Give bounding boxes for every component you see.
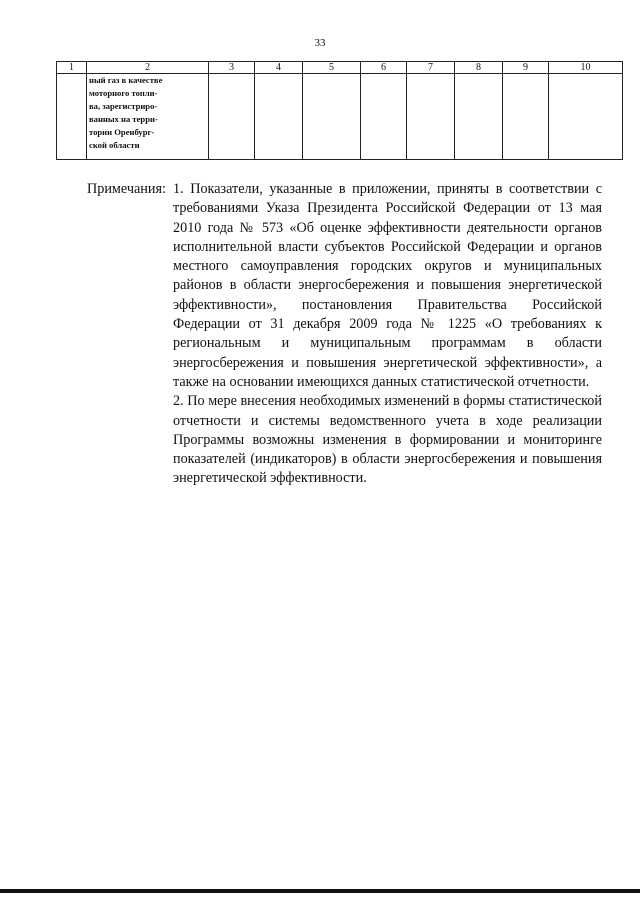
column-header: 6 <box>361 62 407 74</box>
indicator-table <box>56 61 623 160</box>
notes-label: Примечания: <box>87 181 166 197</box>
column-header: 4 <box>255 62 303 74</box>
column-header: 2 <box>87 62 209 74</box>
cell-line: ской области <box>89 140 140 150</box>
cell-line: ва, зарегистриро- <box>89 101 158 111</box>
table-cell <box>549 74 623 160</box>
notes-section <box>87 180 602 489</box>
table-header-row <box>57 62 623 74</box>
page-number: 33 <box>314 37 326 49</box>
table-cell <box>57 74 87 160</box>
column-header: 3 <box>209 62 255 74</box>
column-header: 10 <box>549 62 623 74</box>
cell-line: тории Оренбург- <box>89 127 155 137</box>
table-cell-indicator-name <box>87 74 209 160</box>
table-cell <box>503 74 549 160</box>
column-header: 8 <box>455 62 503 74</box>
column-header: 9 <box>503 62 549 74</box>
cell-line: моторного топли- <box>89 88 158 98</box>
table-cell <box>407 74 455 160</box>
footer-divider <box>0 889 640 893</box>
notes-body <box>173 180 602 489</box>
note-item: 1. Показатели, указанные в приложении, приняты в соответствии с требованиями Указа Президента Российской Федерации от 13 мая 2010 года № 573 «Об оценке эффективности деятельности органов исполнительной власти субъектов Российской Федерации и органов местного самоуправления городских округов и муниципальных районов в области энергосбережения и повышения энергетической эффективности», постановления Правительства Российской Федерации от 31 декабря 2009 года № 1225 «О требованиях к региональным и муниципальным программам в области энергосбережения и повышения энергетической эффективности», а также на основании имеющихся данных статистической отчетности. <box>173 181 602 390</box>
table-cell <box>303 74 361 160</box>
table-cell <box>255 74 303 160</box>
column-header: 7 <box>407 62 455 74</box>
table-row <box>57 74 623 160</box>
cell-line: ный газ в качестве <box>89 75 163 85</box>
note-item: 2. По мере внесения необходимых изменений в формы статистической отчетности и системы ведомственного учета в ходе реализации Программы возможны изменения в формировании и мониторинге показателей (индикаторов) в области энергосбережения и повышения энергетической эффективности. <box>173 393 602 487</box>
column-header: 1 <box>57 62 87 74</box>
cell-line: ванных на терри- <box>89 114 158 124</box>
column-header: 5 <box>303 62 361 74</box>
table-cell <box>209 74 255 160</box>
table-cell <box>455 74 503 160</box>
table-cell <box>361 74 407 160</box>
